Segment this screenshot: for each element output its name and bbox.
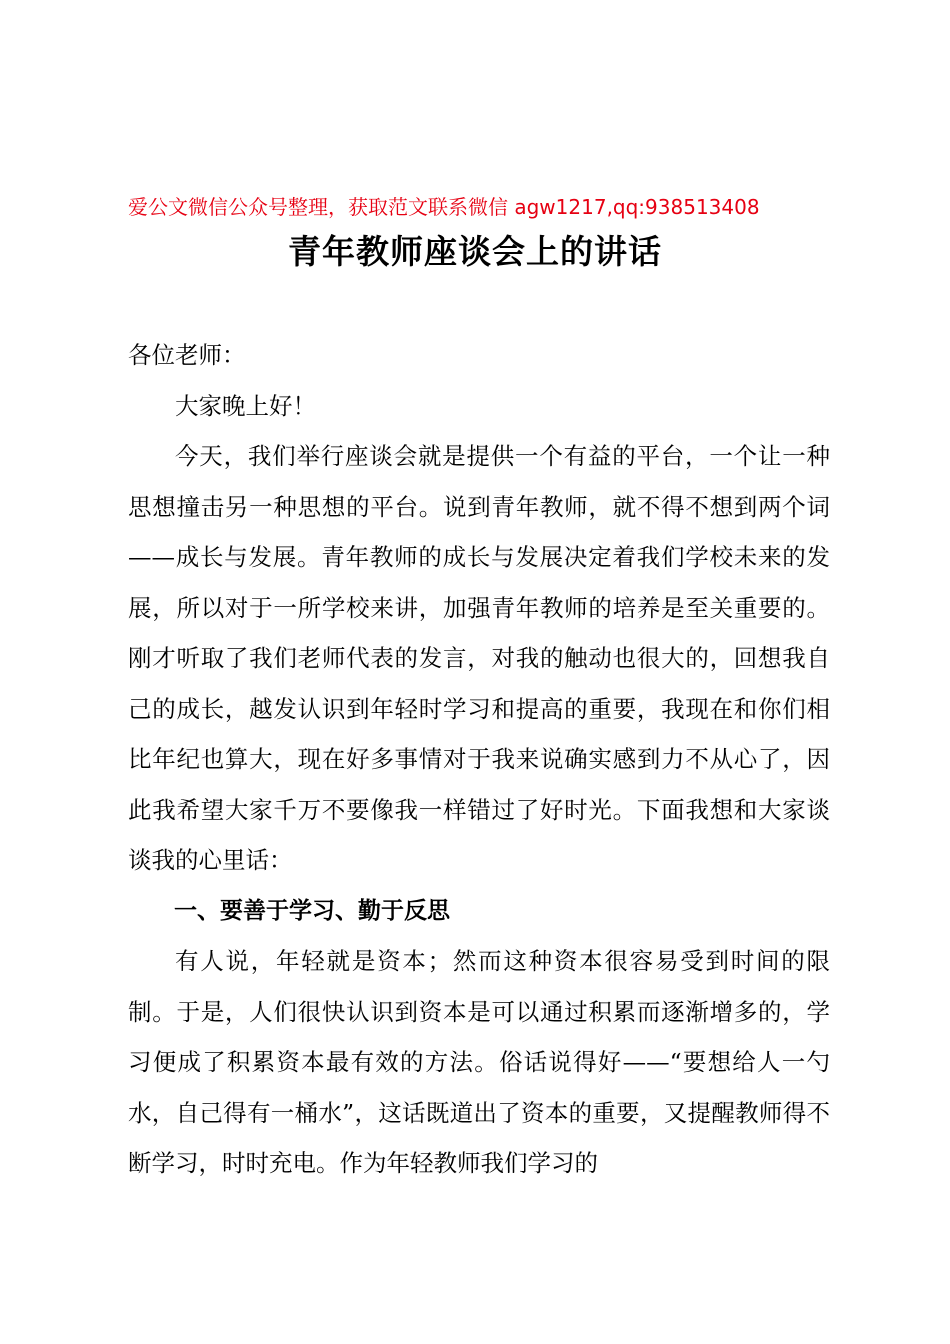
- paragraph-intro: 今天，我们举行座谈会就是提供一个有益的平台，一个让一种思想撞击另一种思想的平台。说到青年教师，就不得不想到两个词——成长与发展。青年教师的成长与发展决定着我们学校未来的发展，所以对于一所学校来讲，加强青年教师的培养是至关重要的。刚才听取了我们老师代表的发言，对我的触动也很大的，回想我自己的成长，越发认识到年轻时学习和提高的重要，我现在和你们相比年纪也算大，现在好多事情对于我来说确实感到力不从心了，因此我希望大家千万不要像我一样错过了好时光。下面我想和大家谈谈我的心里话：: [128, 442, 830, 874]
- section-heading: 一、要善于学习、勤于反思: [174, 897, 450, 924]
- salutation: 各位老师：: [128, 341, 246, 369]
- document-body: [128, 330, 830, 1189]
- watermark-notice: 爱公文微信公众号整理，获取范文联系微信 agw1217,qq:938513408: [128, 195, 760, 219]
- paragraph-learning: 有人说，年轻就是资本；然而这种资本很容易受到时间的限制。于是，人们很快认识到资本是可以通过积累而逐渐增多的，学习便成了积累资本最有效的方法。俗话说得好——“要想给人一勺水，自己得有一桶水”，这话既道出了资本的重要，又提醒教师得不断学习，时时充电。作为年轻教师我们学习的: [128, 947, 830, 1177]
- document-title: 青年教师座谈会上的讲话: [288, 232, 662, 271]
- greeting: 大家晚上好！: [175, 391, 316, 420]
